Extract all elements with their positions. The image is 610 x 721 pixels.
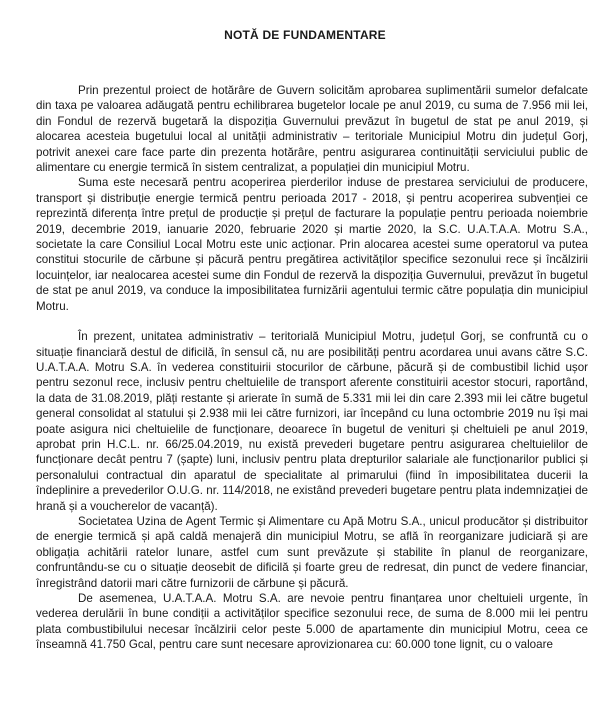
document-body xyxy=(36,83,588,653)
paragraph-urgent-expenses: De asemenea, U.A.T.A.A. Motru S.A. are nevoie pentru finanțarea unor cheltuieli urgente, în vederea derulării în bune condiții a activităților specifice sezonului rece, de suma de 8.000 mii lei pentru plata combustibilului necesar încălzirii celor peste 5.000 de apartamente din municipiul Motru, ceea ce înseamnă 41.750 Gcal, pentru care sunt necesare aprovizionarea cu: 60.000 tone lignit, cu o valoare xyxy=(36,592,588,652)
paragraph-company-status: Societatea Uzina de Agent Termic și Alimentare cu Apă Motru S.A., unicul producător și distribuitor de energie termică și apă caldă menajeră din municipiul Motru, se află în reorganizare judiciară și are obligația achitării ratelor lunare, astfel cum sunt prevăzute și stabilite în planul de reorganizare, confruntându-se cu o situație deosebit de dificilă și foarte greu de redresat, din punct de vedere financiar, înregistrând datorii mari către furnizorii de cărbune și păcură. xyxy=(36,514,588,590)
paragraph-necessity: Suma este necesară pentru acoperirea pierderilor induse de prestarea serviciului de producere, transport și distribuție energie termică pentru perioada 2017 - 2018, și pentru acoperirea subvenției ce reprezintă diferența între prețul de producție și prețul de facturare la populație pentru perioada noiembrie 2019, decembrie 2019, ianuarie 2020, februarie 2020 și martie 2020, la S.C. U.A.T.A.A. Motru S.A., societate la care Consiliul Local Motru este unic acționar. Prin alocarea acestei sume operatorul va putea constitui stocurile de cărbune și păcură pentru pregătirea activităților specifice sezonului rece și încălzirii locuințelor, iar nealocarea acestei sume din Fondul de rezervă la dispoziția Guvernului, prevăzut în bugetul de stat pe anul 2019, va conduce la imposibilitatea furnizării agentului termic către populația din municipiul Motru. xyxy=(36,176,588,313)
paragraph-proposal: Prin prezentul proiect de hotărâre de Guvern solicităm aprobarea suplimentării sumelor defalcate din taxa pe valoarea adăugată pentru echilibrarea bugetelor locale pe anul 2019, cu suma de 7.956 mii lei, din Fondul de rezervă bugetară la dispoziția Guvernului prevăzut în bugetul de stat pe anul 2019, și alocarea acesteia bugetului local al unității administrativ – teritoriale Municipiul Motru din județul Gorj, potrivit anexei care face parte din prezenta hotărâre, pentru asigurarea continuității serviciului public de alimentare cu energie termică în sistem centralizat, a populației din municipiul Motru. xyxy=(36,84,588,175)
paragraph-financial-situation: În prezent, unitatea administrativ – teritorială Municipiul Motru, județul Gorj, se confruntă cu o situație financiară destul de dificilă, în sensul că, nu are posibilități pentru acordarea unui avans către S.C. U.A.T.A.A. Motru S.A. în vederea constituirii stocurilor de cărbune, păcură și de combustibil lichid ușor pentru sezonul rece, inclusiv pentru cheltuielile de transport aferente constituirii acestor stocuri, raportând, la data de 31.08.2019, plăți restante și arierate în sumă de 5.331 mii lei din care 2.393 mii lei către bugetul general consolidat al statului și 2.938 mii lei către furnizori, iar începând cu luna octombrie 2019 nu își mai poate asigura nici cheltuielile de funcționare, deoarece în bugetul de venituri și cheltuieli pe anul 2019, aprobat prin H.C.L. nr. 66/25.04.2019, nu există prevederi bugetare pentru asigurarea cheltuielilor de funcționare decât pentru 7 (șapte) luni, inclusiv pentru plata drepturilor salariale ale funcționarilor publici și personalului contractual din aparatul de specialitate al primarului (fiind în imposibilitatea ducerii la îndeplinire a prevederilor O.U.G. nr. 114/2018, ne existând prevederi bugetare pentru plata indemnizației de hrană și a voucherelor de vacanță). xyxy=(36,330,588,513)
document-title: NOTĂ DE FUNDAMENTARE xyxy=(224,28,386,42)
